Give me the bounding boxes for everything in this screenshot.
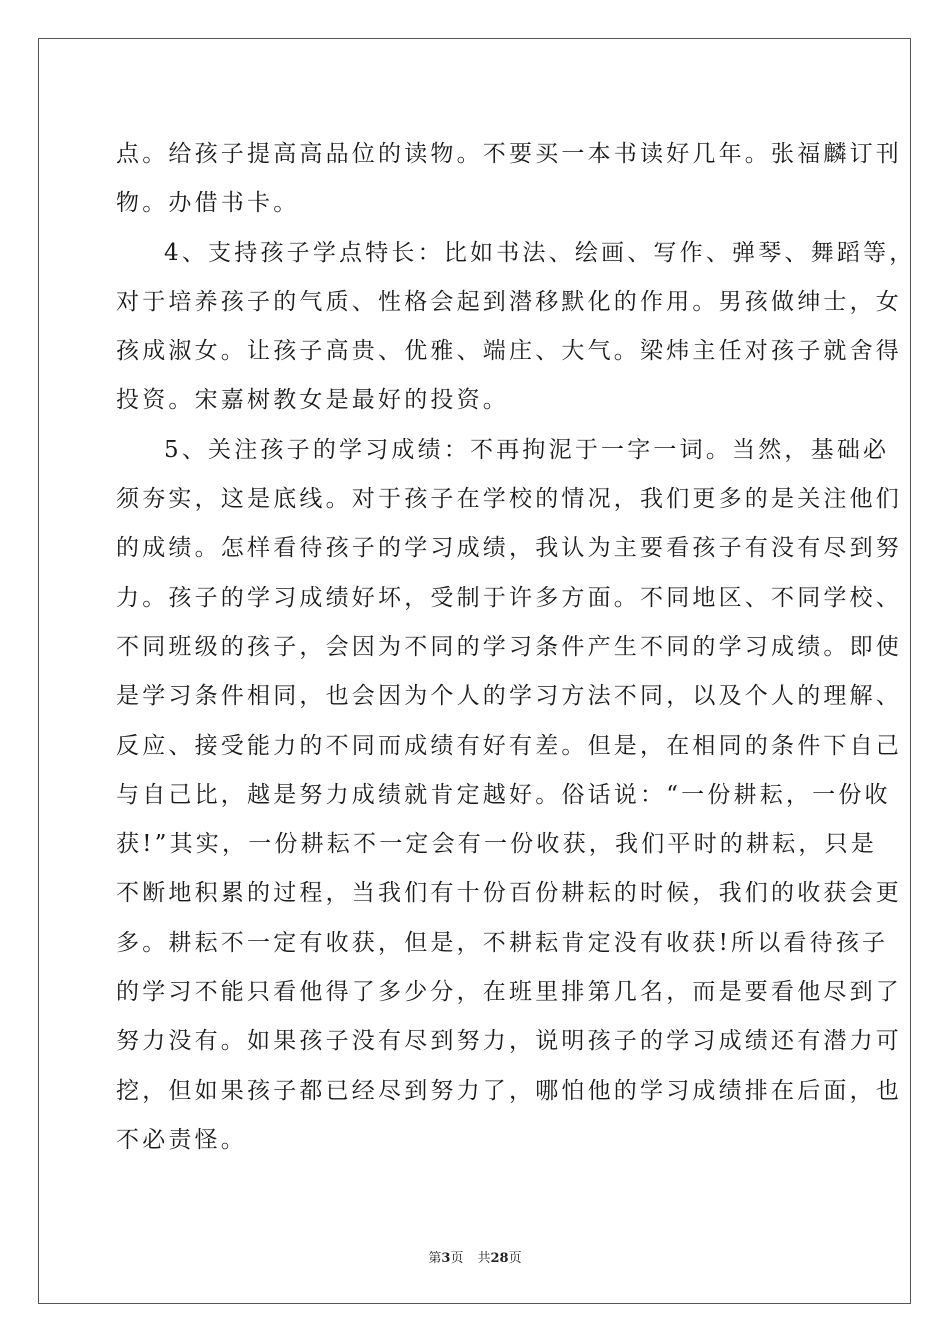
text-line: 不断地积累的过程，当我们有十份百份耕耘的时候，我们的收获会更: [116, 880, 902, 907]
text-line: 投资。宋嘉树教女是最好的投资。: [116, 387, 509, 414]
document-body: [116, 130, 916, 1165]
paragraph-start-line: 4、支持孩子学点特长：比如书法、绘画、写作、弹琴、舞蹈等，: [164, 239, 916, 266]
text-line: 孩成淑女。让孩子高贵、优雅、端庄、大气。梁炜主任对孩子就舍得: [116, 338, 902, 365]
text-line: 不同班级的孩子，会因为不同的学习条件产生不同的学习成绩。即使: [116, 633, 902, 660]
text-line: 力。孩子的学习成绩好坏，受制于许多方面。不同地区、不同学校、: [116, 584, 902, 611]
text-line: 获!”其实，一份耕耘不一定会有一份收获，我们平时的耕耘，只是: [116, 831, 878, 858]
text-line: 须夯实，这是底线。对于孩子在学校的情况，我们更多的是关注他们: [116, 486, 902, 513]
total-pages: 28: [490, 1251, 509, 1266]
paragraph-start-line: 5、关注孩子的学习成绩：不再拘泥于一字一词。当然，基础必: [164, 436, 890, 463]
text-line: 对于培养孩子的气质、性格会起到潜移默化的作用。男孩做绅士，女: [116, 288, 902, 315]
page-prefix: 第: [428, 1251, 442, 1266]
text-line: 不必责怪。: [116, 1126, 247, 1153]
text-line: 反应、接受能力的不同而成绩有好有差。但是，在相同的条件下自己: [116, 732, 902, 759]
text-line: 是学习条件相同，也会因为个人的学习方法不同，以及个人的理解、: [116, 683, 902, 710]
total-suffix: 页: [508, 1251, 522, 1266]
text-line: 挖，但如果孩子都已经尽到努力了，哪怕他的学习成绩排在后面，也: [116, 1077, 902, 1104]
text-line: 多。耕耘不一定有收获，但是，不耕耘肯定没有收获!所以看待孩子: [116, 929, 889, 956]
total-prefix: 共: [477, 1251, 491, 1266]
page-suffix: 页: [450, 1251, 464, 1266]
page-footer: [0, 1247, 950, 1266]
text-line: 的成绩。怎样看待孩子的学习成绩，我认为主要看孩子有没有尽到努: [116, 535, 902, 562]
page-number: 3: [441, 1251, 451, 1266]
text-line: 的学习不能只看他得了多少分，在班里排第几名，而是要看他尽到了: [116, 979, 902, 1006]
text-line: 物。办借书卡。: [116, 190, 300, 217]
text-line: 点。给孩子提高高品位的读物。不要买一本书读好几年。张福麟订刊: [116, 141, 902, 167]
text-line: 努力没有。如果孩子没有尽到努力，说明孩子的学习成绩还有潜力可: [116, 1028, 902, 1055]
text-line: 与自己比，越是努力成绩就肯定越好。俗话说：“一份耕耘，一份收: [116, 781, 891, 808]
